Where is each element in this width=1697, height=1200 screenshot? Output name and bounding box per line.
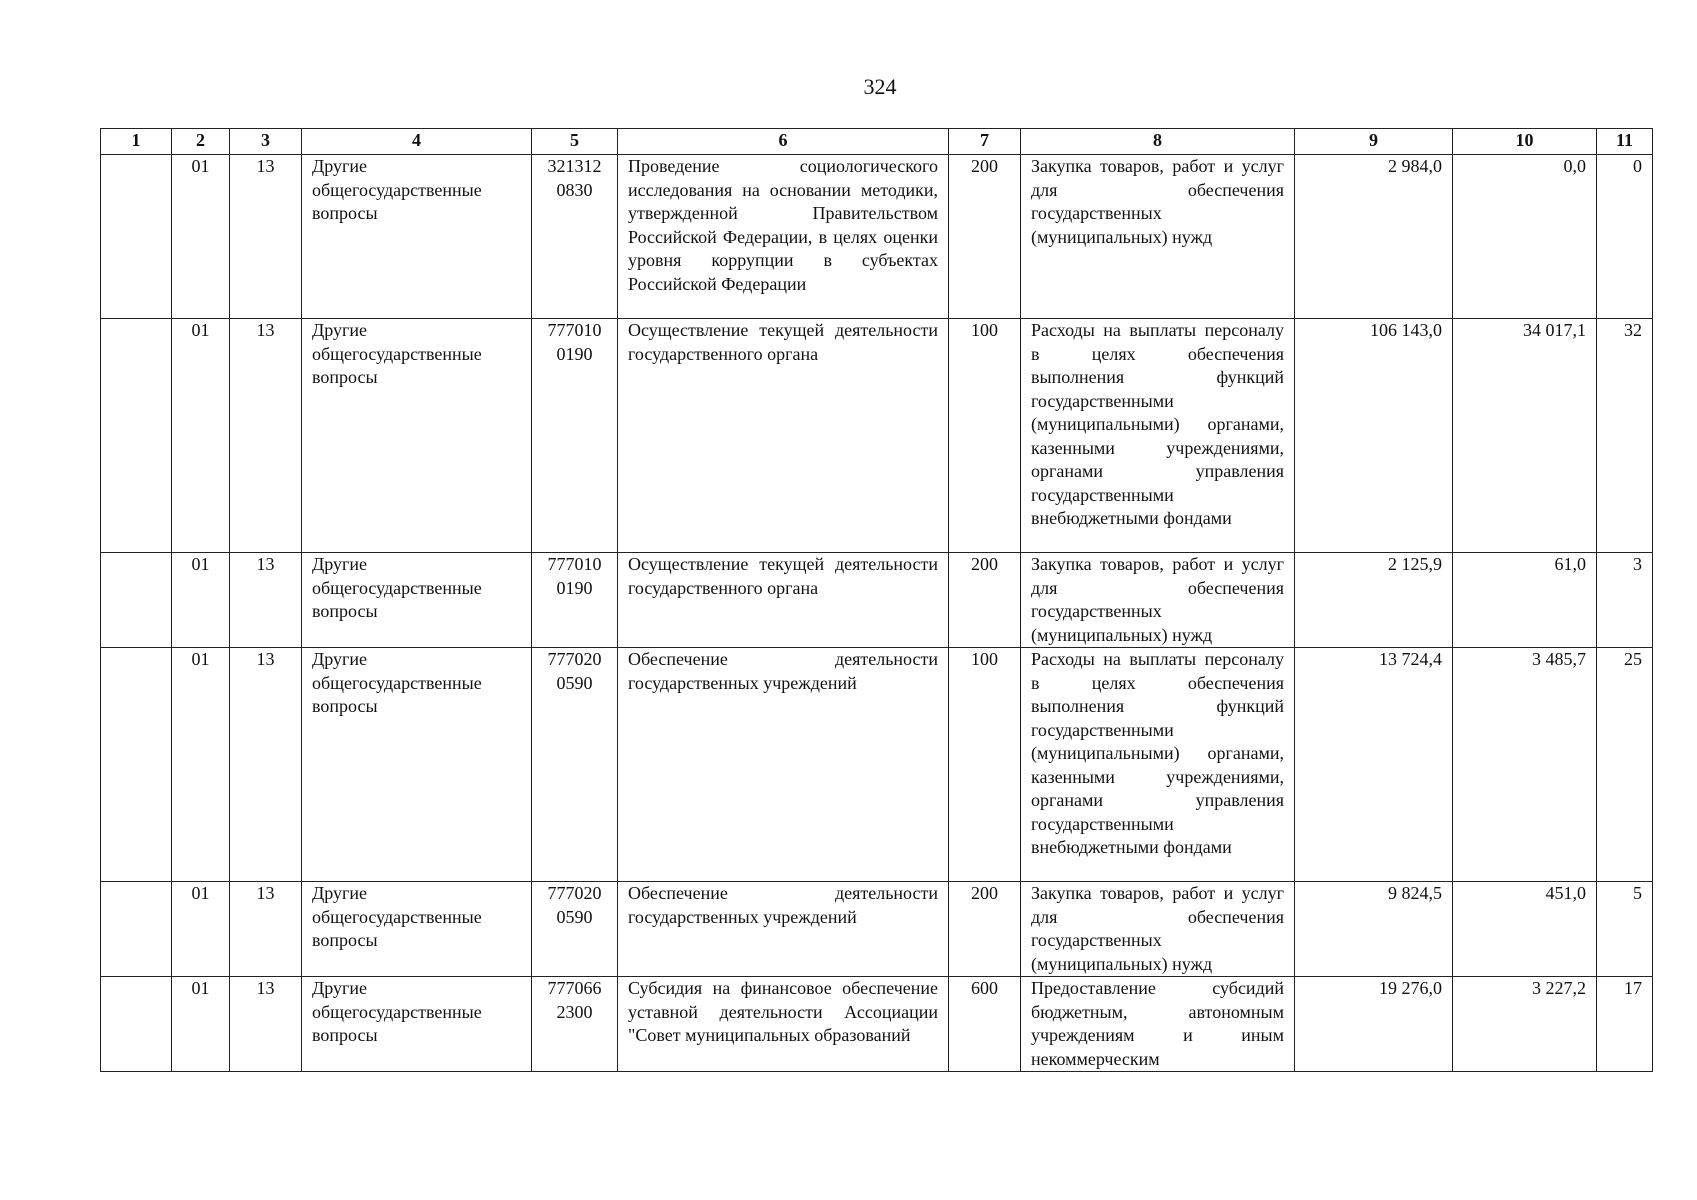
target-article-code-cell <box>532 977 618 1072</box>
expense-type-code-cell: 600 <box>949 977 1021 1072</box>
subsection-name-cell: Другие общегосударственные вопросы <box>302 155 532 319</box>
target-article-code-part-2: 0190 <box>556 343 593 364</box>
section-code-cell: 01 <box>172 155 230 319</box>
target-article-code-part-2: 2300 <box>556 1001 593 1022</box>
column-header-3: 3 <box>230 129 302 155</box>
target-article-name-cell: Обеспечение деятельности государственных учреждений <box>618 648 949 882</box>
amount-col11-cell: 25 <box>1597 648 1653 882</box>
subsection-code-cell: 13 <box>230 319 302 553</box>
amount-col9-cell: 13 724,4 <box>1295 648 1453 882</box>
target-article-name-cell: Обеспечение деятельности государственных учреждений <box>618 882 949 977</box>
budget-table <box>100 128 1653 1072</box>
expense-type-name-cell: Закупка товаров, работ и услуг для обеспечения государственных (муниципальных) нужд <box>1021 553 1295 648</box>
amount-col10-cell: 3 227,2 <box>1453 977 1597 1072</box>
section-code-cell: 01 <box>172 648 230 882</box>
target-article-code-cell <box>532 648 618 882</box>
expense-type-code-cell: 100 <box>949 648 1021 882</box>
target-article-name-cell: Осуществление текущей деятельности государственного органа <box>618 319 949 553</box>
amount-col10-cell: 34 017,1 <box>1453 319 1597 553</box>
target-article-code-cell <box>532 319 618 553</box>
row-number-cell <box>101 648 172 882</box>
target-article-code-cell <box>532 155 618 319</box>
row-number-cell <box>101 319 172 553</box>
expense-type-name-cell: Закупка товаров, работ и услуг для обеспечения государственных (муниципальных) нужд <box>1021 882 1295 977</box>
page-number: 324 <box>863 74 897 99</box>
column-header-5: 5 <box>532 129 618 155</box>
amount-col11-cell: 0 <box>1597 155 1653 319</box>
expense-type-code-cell: 200 <box>949 553 1021 648</box>
table-body <box>101 155 1653 1072</box>
amount-col9-cell: 2 125,9 <box>1295 553 1453 648</box>
table-row <box>101 155 1653 319</box>
row-number-cell <box>101 553 172 648</box>
expense-type-name-cell: Расходы на выплаты персоналу в целях обеспечения выполнения функций государственными (муниципальными) органами, казенными учреждениями, органами управления государственными внебюджетными фондами <box>1021 648 1295 882</box>
target-article-code-part-2: 0190 <box>556 577 593 598</box>
amount-col9-cell: 2 984,0 <box>1295 155 1453 319</box>
subsection-code-cell: 13 <box>230 155 302 319</box>
table-row <box>101 553 1653 648</box>
column-header-9: 9 <box>1295 129 1453 155</box>
target-article-code-part-2: 0830 <box>556 179 593 200</box>
subsection-name-cell: Другие общегосударственные вопросы <box>302 553 532 648</box>
row-number-cell <box>101 155 172 319</box>
expense-type-code-cell: 100 <box>949 319 1021 553</box>
amount-col11-cell: 5 <box>1597 882 1653 977</box>
column-header-6: 6 <box>618 129 949 155</box>
section-code-cell: 01 <box>172 319 230 553</box>
section-code-cell: 01 <box>172 553 230 648</box>
subsection-code-cell: 13 <box>230 977 302 1072</box>
target-article-name-cell: Проведение социологического исследования на основании методики, утвержденной Правительством Российской Федерации, в целях оценки уровня коррупции в субъектах Российской Федерации <box>618 155 949 319</box>
target-article-code-cell <box>532 553 618 648</box>
column-header-4: 4 <box>302 129 532 155</box>
amount-col10-cell: 0,0 <box>1453 155 1597 319</box>
subsection-name-cell: Другие общегосударственные вопросы <box>302 977 532 1072</box>
amount-col10-cell: 451,0 <box>1453 882 1597 977</box>
target-article-code-part-2: 0590 <box>556 672 593 693</box>
expense-type-name-cell: Закупка товаров, работ и услуг для обеспечения государственных (муниципальных) нужд <box>1021 155 1295 319</box>
amount-col10-cell: 61,0 <box>1453 553 1597 648</box>
section-code-cell: 01 <box>172 977 230 1072</box>
subsection-name-cell: Другие общегосударственные вопросы <box>302 648 532 882</box>
expense-type-name-cell: Предоставление субсидий бюджетным, автономным учреждениям и иным некоммерческим <box>1021 977 1295 1072</box>
expense-type-name-cell: Расходы на выплаты персоналу в целях обеспечения выполнения функций государственными (муниципальными) органами, казенными учреждениями, органами управления государственными внебюджетными фондами <box>1021 319 1295 553</box>
subsection-name-cell: Другие общегосударственные вопросы <box>302 882 532 977</box>
amount-col10-cell: 3 485,7 <box>1453 648 1597 882</box>
amount-col11-cell: 32 <box>1597 319 1653 553</box>
column-header-1: 1 <box>101 129 172 155</box>
amount-col9-cell: 106 143,0 <box>1295 319 1453 553</box>
table-row <box>101 648 1653 882</box>
header-row <box>101 129 1653 155</box>
column-header-2: 2 <box>172 129 230 155</box>
target-article-code-part-1: 777020 <box>547 883 602 903</box>
subsection-code-cell: 13 <box>230 648 302 882</box>
target-article-name-cell: Субсидия на финансовое обеспечение уставной деятельности Ассоциации "Совет муниципальных образований <box>618 977 949 1072</box>
table-header <box>101 129 1653 155</box>
row-number-cell <box>101 977 172 1072</box>
expense-type-code-cell: 200 <box>949 882 1021 977</box>
table-row <box>101 977 1653 1072</box>
amount-col11-cell: 3 <box>1597 553 1653 648</box>
table-row <box>101 319 1653 553</box>
column-header-8: 8 <box>1021 129 1295 155</box>
target-article-code-part-2: 0590 <box>556 906 593 927</box>
target-article-code-cell <box>532 882 618 977</box>
amount-col9-cell: 19 276,0 <box>1295 977 1453 1072</box>
row-number-cell <box>101 882 172 977</box>
subsection-name-cell: Другие общегосударственные вопросы <box>302 319 532 553</box>
column-header-7: 7 <box>949 129 1021 155</box>
subsection-code-cell: 13 <box>230 553 302 648</box>
target-article-code-part-1: 321312 <box>547 156 602 176</box>
target-article-code-part-1: 777010 <box>547 554 602 574</box>
target-article-name-cell: Осуществление текущей деятельности государственного органа <box>618 553 949 648</box>
target-article-code-part-1: 777020 <box>547 649 602 669</box>
target-article-code-part-1: 777066 <box>547 978 602 998</box>
section-code-cell: 01 <box>172 882 230 977</box>
target-article-code-part-1: 777010 <box>547 320 602 340</box>
table-row <box>101 882 1653 977</box>
expense-type-code-cell: 200 <box>949 155 1021 319</box>
column-header-11: 11 <box>1597 129 1653 155</box>
subsection-code-cell: 13 <box>230 882 302 977</box>
column-header-10: 10 <box>1453 129 1597 155</box>
amount-col9-cell: 9 824,5 <box>1295 882 1453 977</box>
amount-col11-cell: 17 <box>1597 977 1653 1072</box>
